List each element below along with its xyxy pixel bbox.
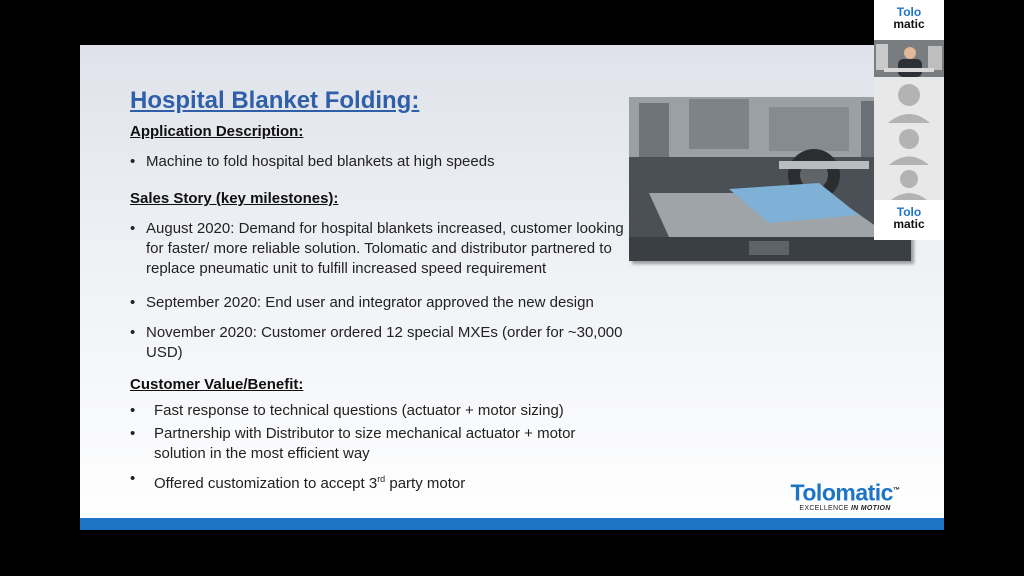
- participant-tile-logo[interactable]: Tolo matic: [874, 0, 944, 40]
- avatar-icon: [874, 165, 944, 200]
- avatar-icon: [874, 77, 944, 123]
- machine-photo: [629, 97, 911, 261]
- participant-tile-logo[interactable]: Tolo matic: [874, 200, 944, 240]
- list-item: • November 2020: Customer ordered 12 special MXEs (order for ~30,000 USD): [130, 324, 623, 361]
- participant-tile[interactable]: [874, 77, 944, 123]
- participant-video-tile[interactable]: [874, 40, 944, 77]
- participant-tile[interactable]: [874, 123, 944, 165]
- presentation-slide: [80, 45, 944, 530]
- presenter-video: [874, 40, 944, 77]
- participant-tile[interactable]: [874, 165, 944, 200]
- list-item: • Offered customization to accept 3rd party motor: [130, 470, 466, 492]
- list-item: • Fast response to technical questions (actuator + motor sizing): [130, 402, 564, 419]
- application-description-heading: Application Description:: [130, 123, 304, 140]
- participant-gallery: [874, 0, 944, 240]
- list-item: • Machine to fold hospital bed blankets at high speeds: [130, 153, 495, 170]
- list-item: • August 2020: Demand for hospital blankets increased, customer looking for faster/ more reliable solution. Tolomatic and distributor partnered to replace pneumatic unit to fulfill increased speed requirement: [130, 220, 624, 277]
- list-item: • September 2020: End user and integrator approved the new design: [130, 294, 594, 311]
- avatar-icon: [874, 123, 944, 165]
- list-item: • Partnership with Distributor to size mechanical actuator + motor solution in the most efficient way: [130, 425, 576, 462]
- sales-story-heading: Sales Story (key milestones):: [130, 190, 339, 207]
- blanket-folding-machine-image: [629, 97, 911, 261]
- slide-title: Hospital Blanket Folding:: [130, 87, 420, 114]
- customer-value-heading: Customer Value/Benefit:: [130, 376, 304, 393]
- tolomatic-logo: Tolomatic™ EXCELLENCE IN MOTION: [790, 479, 900, 512]
- slide-footer-bar: [80, 518, 944, 530]
